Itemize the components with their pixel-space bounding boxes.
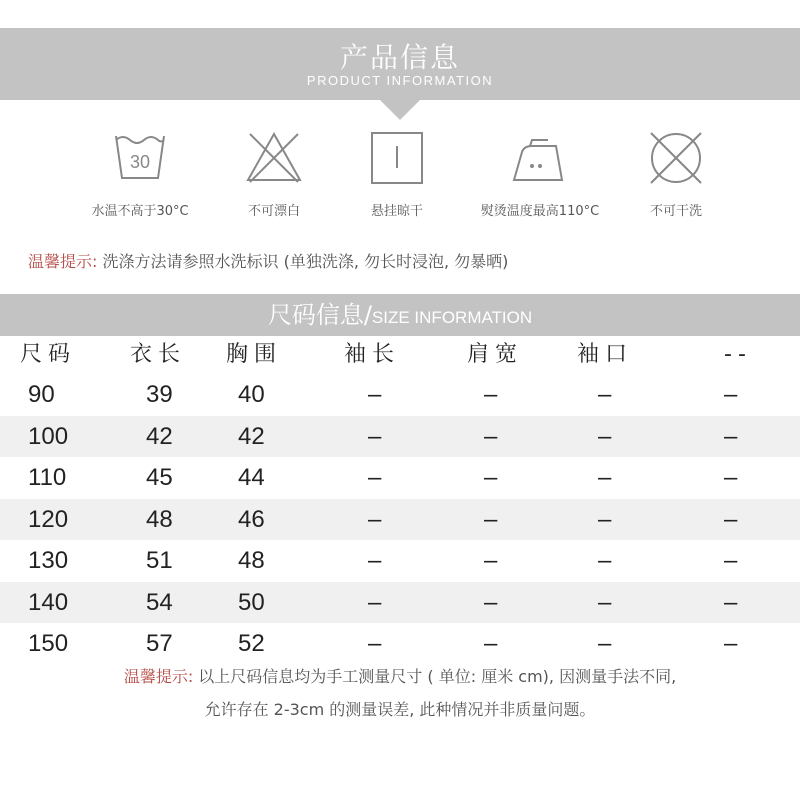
cell-shoulder: – — [484, 547, 498, 574]
cell-sleeve: – — [368, 381, 382, 408]
cell-extra: – — [724, 547, 738, 574]
cell-size: 120 — [28, 505, 69, 533]
cell-extra: – — [724, 588, 738, 616]
header-extra: -- — [724, 342, 752, 367]
cell-cuff: – — [598, 588, 612, 616]
size-tip-line1 — [0, 664, 800, 687]
care-label-no-bleach: 不可漂白 — [247, 204, 300, 219]
cell-chest: 46 — [238, 505, 265, 533]
cell-cuff: – — [598, 547, 612, 574]
cell-extra: – — [724, 422, 738, 450]
cell-extra: – — [724, 381, 738, 408]
header-sleeve: 袖长 — [344, 342, 401, 367]
cell-extra: – — [724, 464, 738, 491]
cell-length: 42 — [146, 422, 173, 450]
size-table — [0, 336, 800, 665]
iron-icon — [510, 130, 570, 186]
cell-size: 130 — [28, 547, 69, 574]
cell-cuff: – — [598, 630, 612, 657]
product-info-title: 产品信息 — [339, 41, 460, 74]
size-tip-line2: 允许存在 2-3cm 的测量误差, 此种情况并非质量问题。 — [204, 700, 596, 719]
cell-length: 48 — [146, 505, 173, 533]
cell-sleeve: – — [368, 464, 382, 491]
table-row — [0, 582, 800, 624]
header-size: 尺码 — [20, 342, 77, 367]
size-table-body — [0, 374, 800, 665]
care-label-wash: 水温不高于30°C — [91, 204, 189, 219]
cell-chest: 52 — [238, 630, 265, 657]
table-row — [0, 416, 800, 458]
size-tip-label: 温馨提示: — [123, 667, 194, 686]
care-label-no-dry-clean: 不可干洗 — [649, 204, 702, 219]
cell-extra: – — [724, 630, 738, 657]
cell-shoulder: – — [484, 588, 498, 616]
cell-sleeve: – — [368, 630, 382, 657]
header-length: 衣长 — [130, 342, 187, 367]
cell-cuff: – — [598, 464, 612, 491]
hang-dry-icon — [369, 130, 425, 186]
care-tip — [28, 249, 508, 272]
cell-cuff: – — [598, 422, 612, 450]
no-dry-clean-icon — [647, 130, 705, 186]
cell-sleeve: – — [368, 547, 382, 574]
wash-30-icon — [112, 130, 168, 186]
banner-notch — [380, 100, 420, 120]
cell-shoulder: – — [484, 464, 498, 491]
cell-length: 57 — [146, 630, 173, 657]
cell-chest: 50 — [238, 588, 265, 616]
cell-size: 140 — [28, 588, 69, 616]
size-info-subtitle: SIZE INFORMATION — [371, 308, 533, 327]
table-row — [0, 499, 800, 541]
care-label-iron: 熨烫温度最高110°C — [480, 204, 600, 219]
cell-size: 90 — [28, 381, 55, 408]
cell-cuff: – — [598, 381, 612, 408]
product-info-subtitle: PRODUCT INFORMATION — [306, 73, 494, 88]
no-bleach-icon — [246, 130, 302, 186]
size-info-banner — [0, 294, 800, 336]
cell-length: 39 — [146, 381, 173, 408]
table-row — [0, 623, 800, 665]
care-label-hang-dry: 悬挂晾干 — [370, 204, 423, 219]
header-shoulder: 肩宽 — [467, 342, 524, 367]
size-table-header — [0, 336, 800, 374]
cell-size: 150 — [28, 630, 69, 657]
size-tip-text1: 以上尺码信息均为手工测量尺寸 ( 单位: 厘米 cm), 因测量手法不同, — [193, 667, 677, 686]
table-row — [0, 374, 800, 416]
care-item-hang-dry — [317, 130, 477, 219]
care-item-no-dry-clean — [596, 130, 756, 219]
cell-length: 45 — [146, 464, 173, 491]
cell-shoulder: – — [484, 422, 498, 450]
care-tip-label: 温馨提示: — [28, 252, 98, 271]
care-tip-text: 洗涤方法请参照水洗标识 (单独洗涤, 勿长时浸泡, 勿暴晒) — [97, 252, 509, 271]
cell-chest: 42 — [238, 422, 265, 450]
cell-length: 54 — [146, 588, 173, 616]
cell-sleeve: – — [368, 422, 382, 450]
table-row — [0, 540, 800, 582]
cell-size: 110 — [28, 464, 67, 491]
cell-chest: 44 — [238, 464, 265, 491]
header-cuff: 袖口 — [577, 342, 634, 367]
cell-chest: 40 — [238, 381, 265, 408]
size-info-title: 尺码信息/ — [267, 301, 372, 329]
cell-cuff: – — [598, 505, 612, 533]
header-chest: 胸围 — [226, 342, 283, 367]
cell-chest: 48 — [238, 547, 265, 574]
table-row — [0, 457, 800, 499]
cell-shoulder: – — [484, 381, 498, 408]
cell-length: 51 — [146, 547, 173, 574]
cell-size: 100 — [28, 422, 69, 450]
cell-sleeve: – — [368, 505, 382, 533]
cell-shoulder: – — [484, 630, 498, 657]
cell-shoulder: – — [484, 505, 498, 533]
svg-text:30: 30 — [129, 152, 151, 172]
cell-sleeve: – — [368, 588, 382, 616]
cell-extra: – — [724, 505, 738, 533]
